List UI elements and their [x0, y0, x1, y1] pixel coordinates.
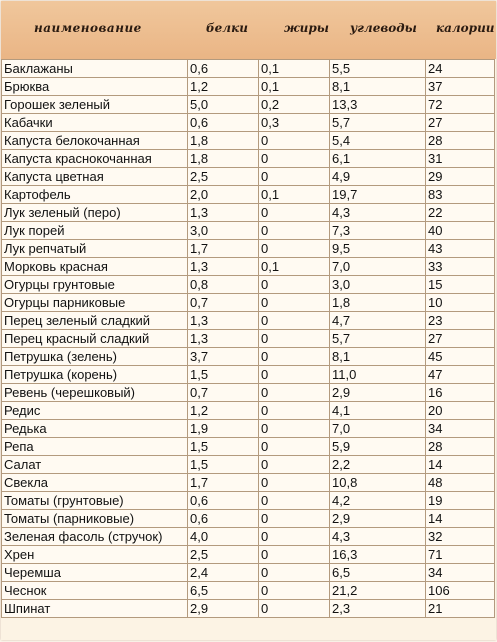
cell-fat: 0	[259, 168, 330, 186]
cell-fat: 0	[259, 438, 330, 456]
cell-protein: 1,5	[188, 438, 259, 456]
cell-carbs: 5,7	[330, 330, 426, 348]
cell-fat: 0,1	[259, 186, 330, 204]
cell-fat: 0,3	[259, 114, 330, 132]
table-row	[2, 294, 495, 312]
cell-fat: 0	[259, 132, 330, 150]
cell-name: Капуста краснокочанная	[2, 150, 188, 168]
cell-fat: 0	[259, 564, 330, 582]
cell-fat: 0	[259, 546, 330, 564]
cell-name: Петрушка (корень)	[2, 366, 188, 384]
cell-calories: 48	[426, 474, 495, 492]
cell-carbs: 4,7	[330, 312, 426, 330]
cell-fat: 0	[259, 510, 330, 528]
cell-protein: 0,8	[188, 276, 259, 294]
cell-calories: 27	[426, 330, 495, 348]
cell-calories: 37	[426, 78, 495, 96]
cell-name: Хрен	[2, 546, 188, 564]
table-row	[2, 564, 495, 582]
cell-fat: 0	[259, 420, 330, 438]
cell-calories: 71	[426, 546, 495, 564]
cell-carbs: 4,1	[330, 402, 426, 420]
cell-fat: 0	[259, 600, 330, 618]
cell-fat: 0	[259, 582, 330, 600]
cell-name: Черемша	[2, 564, 188, 582]
table-row	[2, 456, 495, 474]
cell-name: Лук порей	[2, 222, 188, 240]
table-row	[2, 168, 495, 186]
cell-protein: 2,5	[188, 168, 259, 186]
cell-protein: 0,6	[188, 510, 259, 528]
cell-fat: 0	[259, 150, 330, 168]
cell-calories: 31	[426, 150, 495, 168]
cell-fat: 0	[259, 222, 330, 240]
cell-carbs: 2,9	[330, 510, 426, 528]
cell-fat: 0,2	[259, 96, 330, 114]
cell-calories: 45	[426, 348, 495, 366]
cell-protein: 6,5	[188, 582, 259, 600]
cell-fat: 0	[259, 456, 330, 474]
cell-protein: 1,3	[188, 330, 259, 348]
table-row	[2, 546, 495, 564]
cell-name: Томаты (грунтовые)	[2, 492, 188, 510]
table-row	[2, 258, 495, 276]
cell-carbs: 1,8	[330, 294, 426, 312]
table-row	[2, 402, 495, 420]
cell-protein: 1,7	[188, 474, 259, 492]
table-row	[2, 222, 495, 240]
cell-calories: 14	[426, 510, 495, 528]
cell-calories: 10	[426, 294, 495, 312]
cell-name: Салат	[2, 456, 188, 474]
table-row	[2, 78, 495, 96]
cell-calories: 106	[426, 582, 495, 600]
cell-carbs: 13,3	[330, 96, 426, 114]
cell-protein: 1,8	[188, 150, 259, 168]
table-row	[2, 582, 495, 600]
cell-fat: 0	[259, 330, 330, 348]
cell-protein: 1,7	[188, 240, 259, 258]
cell-calories: 22	[426, 204, 495, 222]
header-calories: калории	[436, 21, 495, 35]
cell-calories: 47	[426, 366, 495, 384]
cell-name: Горошек зеленый	[2, 96, 188, 114]
cell-carbs: 4,9	[330, 168, 426, 186]
table-row	[2, 312, 495, 330]
header-carbs: углеводы	[350, 21, 417, 35]
table-row	[2, 600, 495, 618]
cell-name: Огурцы грунтовые	[2, 276, 188, 294]
cell-calories: 19	[426, 492, 495, 510]
cell-calories: 28	[426, 132, 495, 150]
cell-protein: 3,7	[188, 348, 259, 366]
cell-carbs: 5,7	[330, 114, 426, 132]
cell-name: Свекла	[2, 474, 188, 492]
header-fat: жиры	[284, 21, 329, 35]
cell-protein: 1,3	[188, 258, 259, 276]
nutrition-table-sheet	[1, 1, 496, 640]
cell-name: Редька	[2, 420, 188, 438]
table-row	[2, 510, 495, 528]
cell-protein: 1,9	[188, 420, 259, 438]
cell-carbs: 4,2	[330, 492, 426, 510]
cell-carbs: 19,7	[330, 186, 426, 204]
cell-fat: 0	[259, 204, 330, 222]
cell-fat: 0	[259, 240, 330, 258]
table-header	[1, 1, 496, 59]
cell-protein: 0,7	[188, 384, 259, 402]
table-row	[2, 474, 495, 492]
cell-name: Шпинат	[2, 600, 188, 618]
cell-carbs: 5,5	[330, 60, 426, 78]
cell-calories: 27	[426, 114, 495, 132]
cell-carbs: 4,3	[330, 528, 426, 546]
cell-protein: 1,2	[188, 402, 259, 420]
table-row	[2, 528, 495, 546]
cell-carbs: 8,1	[330, 348, 426, 366]
cell-name: Зеленая фасоль (стручок)	[2, 528, 188, 546]
cell-name: Чеснок	[2, 582, 188, 600]
cell-protein: 1,2	[188, 78, 259, 96]
cell-name: Капуста цветная	[2, 168, 188, 186]
cell-carbs: 6,5	[330, 564, 426, 582]
cell-name: Картофель	[2, 186, 188, 204]
table-row	[2, 150, 495, 168]
cell-calories: 29	[426, 168, 495, 186]
cell-fat: 0	[259, 276, 330, 294]
table-row	[2, 240, 495, 258]
table-row	[2, 438, 495, 456]
cell-fat: 0	[259, 384, 330, 402]
cell-name: Лук зеленый (перо)	[2, 204, 188, 222]
cell-calories: 24	[426, 60, 495, 78]
cell-calories: 33	[426, 258, 495, 276]
header-name: наименование	[34, 21, 142, 35]
table-row	[2, 60, 495, 78]
cell-calories: 21	[426, 600, 495, 618]
cell-calories: 34	[426, 420, 495, 438]
cell-name: Ревень (черешковый)	[2, 384, 188, 402]
cell-carbs: 4,3	[330, 204, 426, 222]
cell-name: Кабачки	[2, 114, 188, 132]
table-row	[2, 330, 495, 348]
cell-name: Лук репчатый	[2, 240, 188, 258]
cell-carbs: 7,0	[330, 258, 426, 276]
cell-fat: 0	[259, 366, 330, 384]
cell-carbs: 21,2	[330, 582, 426, 600]
cell-fat: 0	[259, 474, 330, 492]
cell-carbs: 6,1	[330, 150, 426, 168]
cell-calories: 34	[426, 564, 495, 582]
cell-fat: 0,1	[259, 258, 330, 276]
cell-calories: 40	[426, 222, 495, 240]
cell-carbs: 2,3	[330, 600, 426, 618]
cell-carbs: 10,8	[330, 474, 426, 492]
cell-calories: 43	[426, 240, 495, 258]
cell-carbs: 8,1	[330, 78, 426, 96]
cell-name: Редис	[2, 402, 188, 420]
cell-calories: 28	[426, 438, 495, 456]
cell-protein: 2,9	[188, 600, 259, 618]
table-row	[2, 186, 495, 204]
cell-name: Капуста белокочанная	[2, 132, 188, 150]
cell-name: Огурцы парниковые	[2, 294, 188, 312]
cell-name: Перец зеленый сладкий	[2, 312, 188, 330]
table-body	[2, 60, 495, 618]
cell-fat: 0	[259, 402, 330, 420]
cell-protein: 2,5	[188, 546, 259, 564]
cell-carbs: 3,0	[330, 276, 426, 294]
cell-carbs: 9,5	[330, 240, 426, 258]
cell-protein: 1,5	[188, 366, 259, 384]
cell-calories: 14	[426, 456, 495, 474]
cell-carbs: 11,0	[330, 366, 426, 384]
cell-fat: 0,1	[259, 60, 330, 78]
cell-protein: 0,6	[188, 114, 259, 132]
table-row	[2, 348, 495, 366]
cell-fat: 0	[259, 492, 330, 510]
cell-protein: 1,3	[188, 312, 259, 330]
table-row	[2, 492, 495, 510]
cell-calories: 23	[426, 312, 495, 330]
cell-calories: 32	[426, 528, 495, 546]
cell-protein: 0,6	[188, 492, 259, 510]
cell-fat: 0	[259, 312, 330, 330]
cell-protein: 3,0	[188, 222, 259, 240]
cell-fat: 0,1	[259, 78, 330, 96]
table-row	[2, 204, 495, 222]
cell-name: Репа	[2, 438, 188, 456]
cell-carbs: 5,4	[330, 132, 426, 150]
cell-fat: 0	[259, 528, 330, 546]
table-row	[2, 276, 495, 294]
cell-protein: 0,7	[188, 294, 259, 312]
cell-name: Морковь красная	[2, 258, 188, 276]
cell-carbs: 16,3	[330, 546, 426, 564]
cell-name: Томаты (парниковые)	[2, 510, 188, 528]
cell-fat: 0	[259, 348, 330, 366]
cell-protein: 1,8	[188, 132, 259, 150]
cell-calories: 20	[426, 402, 495, 420]
header-protein: белки	[206, 21, 248, 35]
cell-calories: 72	[426, 96, 495, 114]
table-row	[2, 96, 495, 114]
cell-carbs: 7,3	[330, 222, 426, 240]
cell-protein: 5,0	[188, 96, 259, 114]
cell-calories: 16	[426, 384, 495, 402]
cell-protein: 2,0	[188, 186, 259, 204]
cell-calories: 83	[426, 186, 495, 204]
cell-carbs: 5,9	[330, 438, 426, 456]
cell-calories: 15	[426, 276, 495, 294]
cell-name: Перец красный сладкий	[2, 330, 188, 348]
cell-name: Петрушка (зелень)	[2, 348, 188, 366]
cell-fat: 0	[259, 294, 330, 312]
table-row	[2, 132, 495, 150]
cell-protein: 1,3	[188, 204, 259, 222]
table-row	[2, 420, 495, 438]
cell-name: Баклажаны	[2, 60, 188, 78]
table-row	[2, 384, 495, 402]
nutrition-table	[1, 59, 495, 618]
cell-carbs: 7,0	[330, 420, 426, 438]
cell-carbs: 2,2	[330, 456, 426, 474]
cell-protein: 0,6	[188, 60, 259, 78]
cell-protein: 4,0	[188, 528, 259, 546]
table-row	[2, 114, 495, 132]
table-row	[2, 366, 495, 384]
cell-protein: 2,4	[188, 564, 259, 582]
cell-name: Брюква	[2, 78, 188, 96]
cell-protein: 1,5	[188, 456, 259, 474]
cell-carbs: 2,9	[330, 384, 426, 402]
